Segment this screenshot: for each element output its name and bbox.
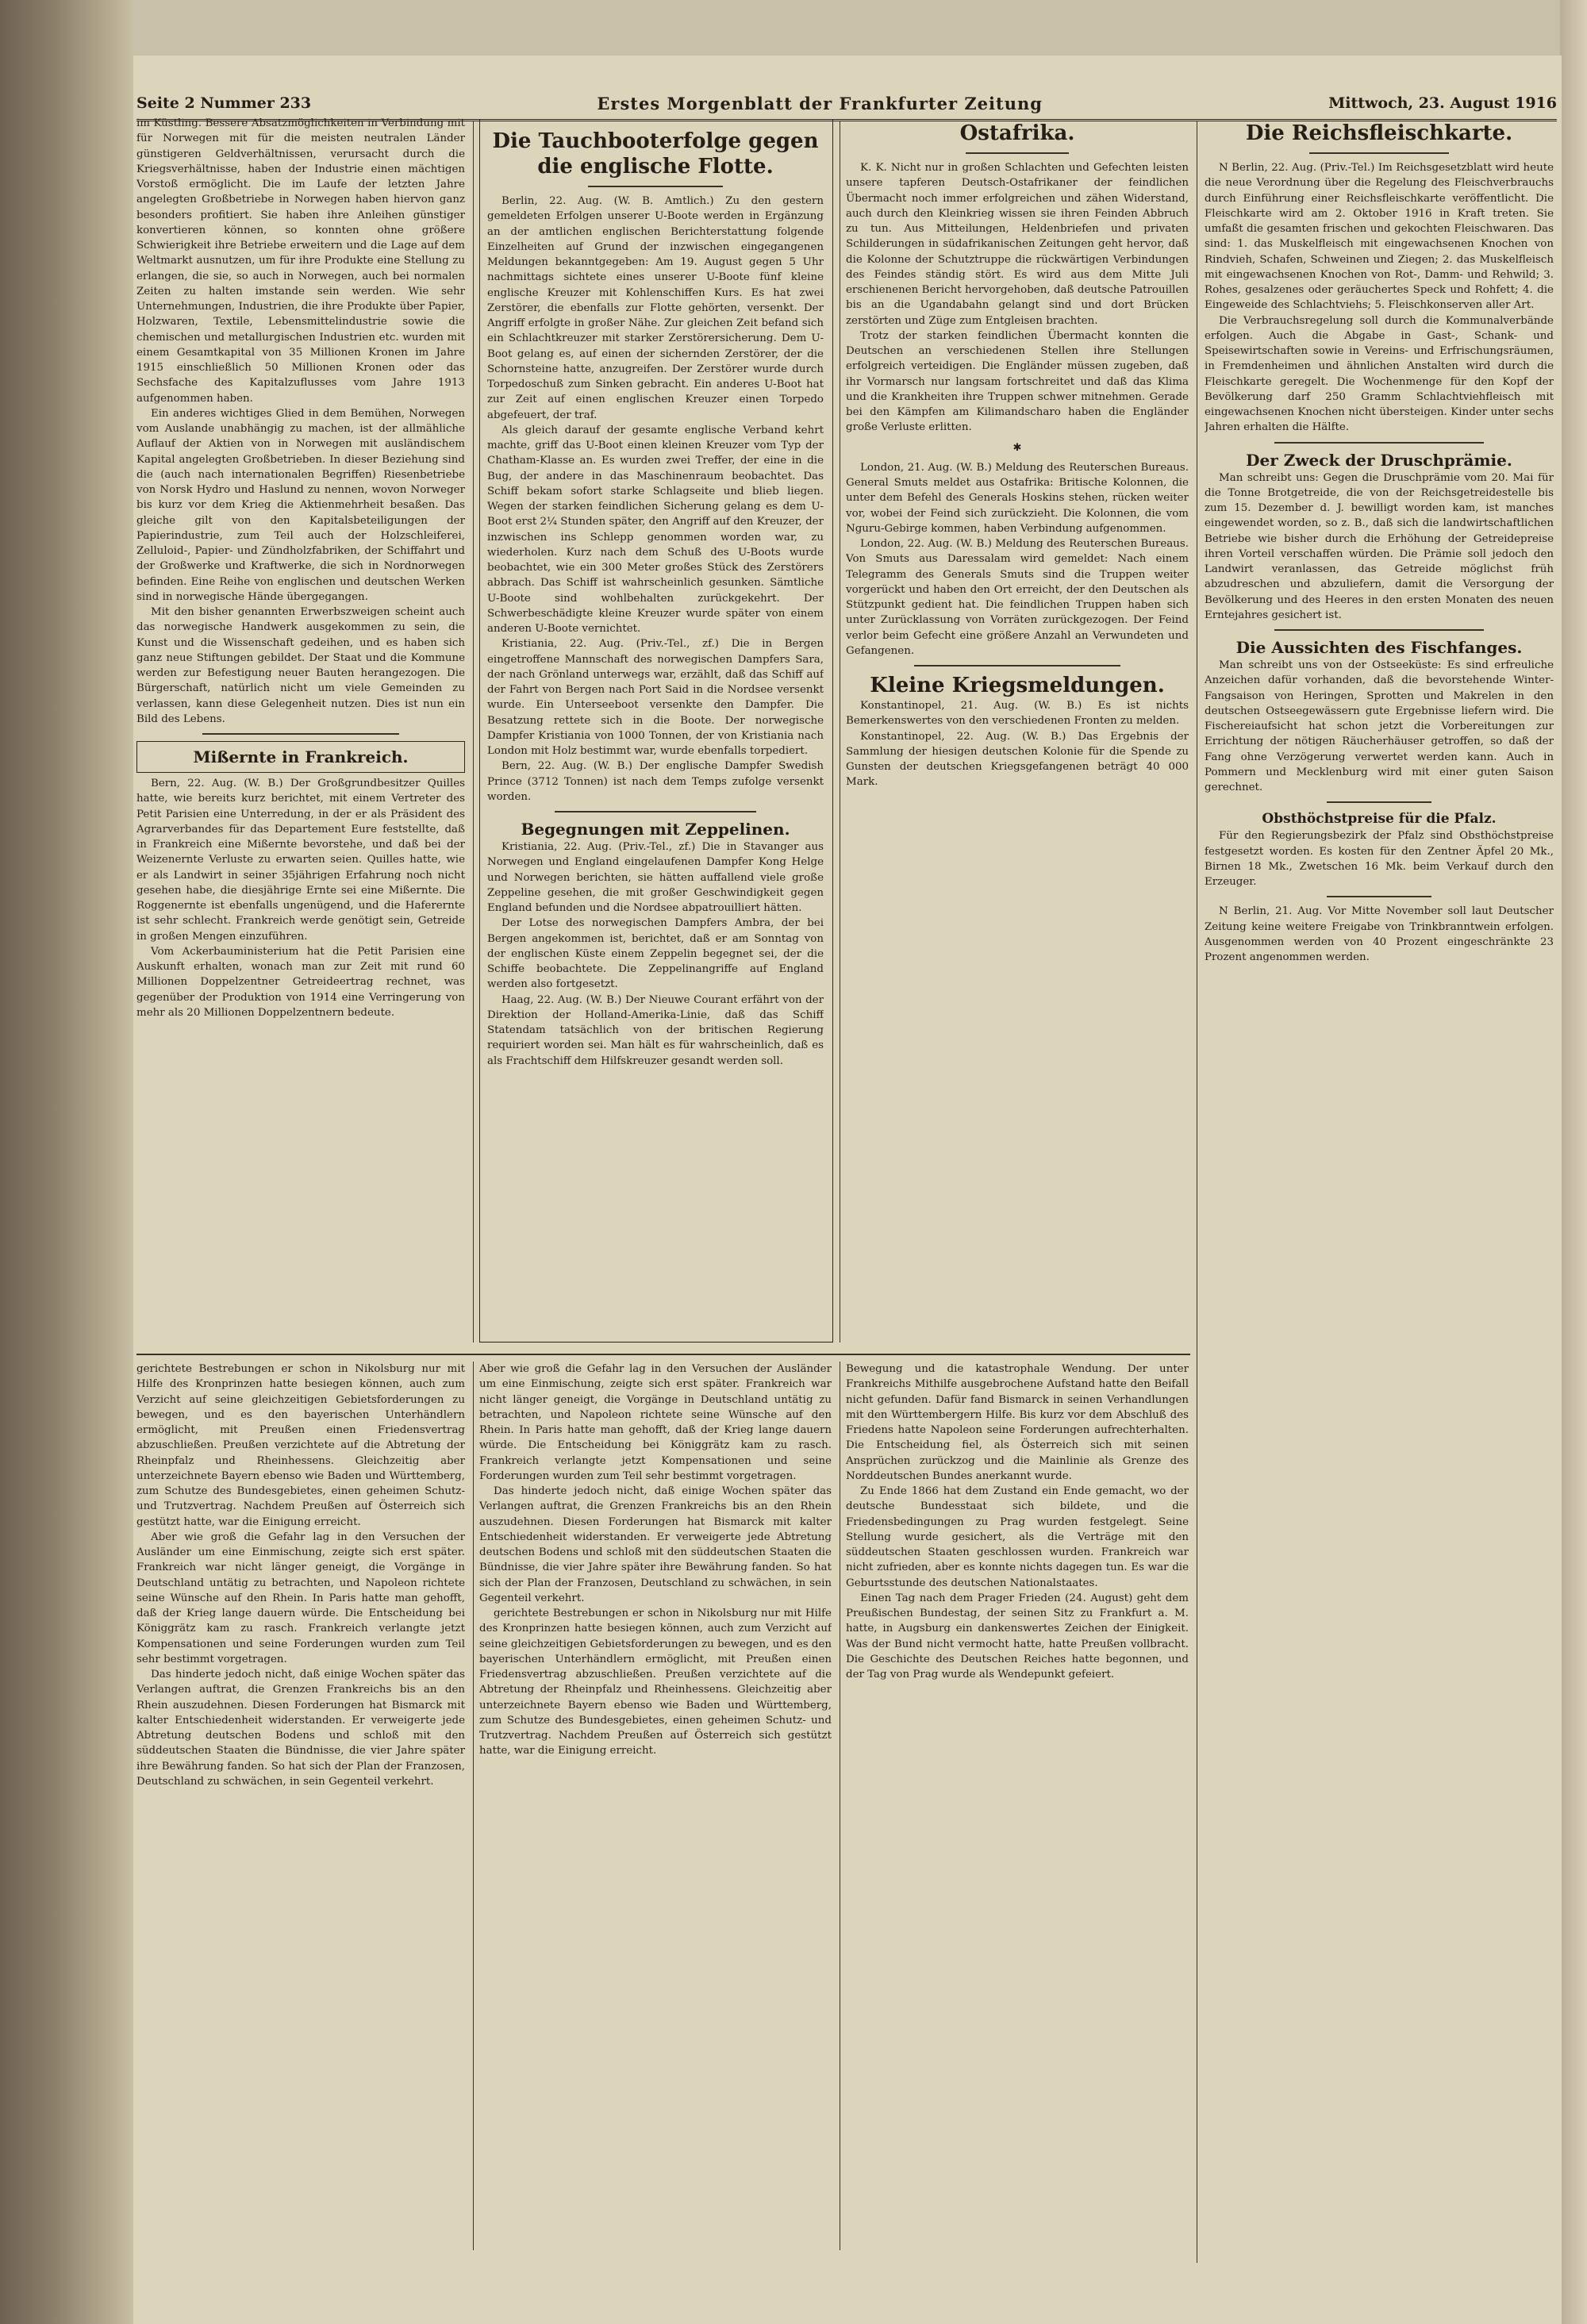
article-text: Bewegung und die katastrophale Wendung. Der unter Frankreichs Mithilfe ausgebrochene Aufstand hatte den Beifall nicht gefunden. Dafür fand Bismarck in seinen Verhandlungen mit den Württembergern Hilfe. Bis kurz vor dem Abschluß des Friedens hatte Napoleon seine Forderungen aufrechterhalten. Die Entscheidung fiel, als Österreich sich mit seinen Ansprüchen zurückzog und die Mainlinie als Grenze des Norddeutschen Bundes anerkannt wurde.: [846, 1363, 1189, 1482]
article-text: N Berlin, 22. Aug. (Priv.-Tel.) Im Reichsgesetzblatt wird heute die neue Verordnung über die Regelung des Fleischverbrauchs durch Einführung einer Reichsfleischkarte veröffentlicht. Die Fleischkarte wird am 2. Oktober 1916 in Kraft treten. Sie umfaßt die gesamten frischen und gekochten Fleischwaren. Das sind: 1. das Muskelfleisch mit eingewachsenen Knochen von Rindvieh, Schafen, Schweinen und Ziegen; 2. das Muskelfleisch mit eingewachsenen Knochen von Rot-, Damm- und Rehwild; 3. Rohes, gesalzenes oder geräuchertes Speck und Rohfett; 4. die Eingeweide des Schlachtviehs; 5. Fleischkonserven aller Art.: [1205, 162, 1554, 312]
headline-zeppelin: Begegnungen mit Zeppelinen.: [521, 820, 790, 839]
column-2: [487, 129, 824, 1335]
headline-kriegsmeldungen: Kleine Kriegsmeldungen.: [870, 674, 1165, 697]
separator: [588, 186, 723, 187]
separator: [555, 811, 756, 812]
separator: [1274, 442, 1484, 444]
separator: [914, 665, 1120, 666]
article-text: N Berlin, 21. Aug. Vor Mitte November soll laut Deutscher Zeitung keine weitere Freigabe von Trinkbranntwein erfolgen. Ausgenommen werden von 40 Prozent eingeschränkte 23 Prozent angenommen werden.: [1205, 905, 1554, 963]
article-text: Man schreibt uns von der Ostseeküste: Es sind erfreuliche Anzeichen dafür vorhanden, daß die bevorstehende Winter-Fangsaison von Heringen, Sprotten und Makrelen in den deutschen Ostseegewässern gute Ergebnisse liefern wird. Die Fischereiaufsicht hat schon jetzt die Vorbereitungen zur Errichtung der nötigen Räucherhäuser getroffen, so daß der Fang ohne Verzögerung verwertet werden kann. Auch in Pommern und Mecklenburg wird mit einer guten Saison gerechnet.: [1205, 659, 1554, 793]
adjacent-page-edge: [1560, 0, 1587, 2324]
header-date: Mittwoch, 23. August 1916: [1328, 94, 1557, 112]
article-text: Für den Regierungsbezirk der Pfalz sind Obsthöchstpreise festgesetzt worden. Es kosten für den Zentner Äpfel 20 Mk., Birnen 18 Mk., Zwetschen 16 Mk. beim Verkauf durch den Erzeuger.: [1205, 830, 1554, 888]
article-text: Vom Ackerbauministerium hat die Petit Parisien eine Auskunft erhalten, wonach man zur Zeit mit rund 60 Millionen Doppelzentner Getreideertrag rechnet, was gegenüber der Produktion von 1914 eine Verringerung von mehr als 20 Millionen Doppelzentnern bedeute.: [136, 945, 465, 1019]
column-3-lower: [846, 1362, 1189, 2254]
article-text: Konstantinopel, 22. Aug. (W. B.) Das Ergebnis der Sammlung der hiesigen deutschen Kolonie für die Spende zu Gunsten der deutschen Kriegsgefangenen beträgt 40 000 Mark.: [846, 730, 1189, 789]
article-text: Kristiania, 22. Aug. (Priv.-Tel., zf.) Die in Stavanger aus Norwegen und England eingelaufenen Dampfer Kong Helge und Norwegen berichten, sie hätten auffallend viele große Zeppeline gesehen, die mit großer Geschwindigkeit gegen England befunden und die Nordsee abpatrouilliert hätten.: [487, 841, 824, 914]
article-text: im Küstling. Bessere Absatzmöglichkeiten in Verbindung mit für Norwegen mit für die meisten neutralen Länder günstigeren Geldverhältnissen, verursacht durch die Kriegsverhältnisse, haben der Industrie einen mächtigen Vorstoß ermöglicht. Die im Laufe der letzten Jahre angelegten Großbetriebe in Norwegen haben hiervon ganz besonders profitiert. Sie haben ihre Anleihen günstiger konvertieren können, so konnten ohne größere Schwierigkeit ihre Betriebe erweitern und die Lage auf dem Weltmarkt ausnutzen, um für ihre Produkte eine Stellung zu erlangen, die sie, so auch in Norwegen, auch bei normalen Zeiten zu halten imstande sein werden. Wie sehr Unternehmungen, Industrien, die ihre Produkte über Papier, Holzwaren, Textile, Lebensmittelindustrie sowie die chemischen und metallurgischen Industrien etc. wurden mit einem Gesamtkapital von 35 Millionen Kronen im Jahre 1915 einschließlich 50 Millionen Kronen oder das Sechsfache des Kapitalzuflusses vom Jahre 1913 aufgenommen haben.: [136, 117, 465, 405]
article-text: Ein anderes wichtiges Glied in dem Bemühen, Norwegen vom Auslande unabhängig zu machen, ist der allmähliche Auflauf der Aktien von in Norwegen mit ausländischem Kapital angelegten Großbetrieben. In dieser Beziehung sind die (auch nach internationalen Begriffen) Riesenbetriebe von Norsk Hydro und Haslund zu nennen, wovon Norweger bis kurz vor dem Krieg die Aktienmehrheit besaßen. Das gleiche gilt von den Kapitalsbeteiligungen der Papierindustrie, zum Teil auch der Holzschleiferei, Zelluloid-, Papier- und Zündholzfabriken, der Schiffahrt und der Großwerke und Kraftwerke, die sich in Nordnorwegen befinden. Eine Reihe von englischen und deutschen Werken sind in norwegische Hände übergegangen.: [136, 407, 465, 603]
separator: [202, 733, 399, 735]
column-1-lower: [136, 1362, 465, 2254]
column-2-lower: [479, 1362, 832, 2254]
article-text: Die Verbrauchsregelung soll durch die Kommunalverbände erfolgen. Auch die Abgabe in Gast-, Schank- und Speisewirtschaften sowie in Vereins- und Erfrischungsräumen, in Fremdenheimen und ähnlichen Anstalten wird durch die Fleischkarte geregelt. Die Wochenmenge für den Kopf der Bevölkerung darf 250 Gramm Schlachtviehfleisch mit eingewachsenen Knochen nicht übersteigen. Kinder unter sechs Jahren erhalten die Hälfte.: [1205, 314, 1554, 434]
article-text: London, 22. Aug. (W. B.) Meldung des Reuterschen Bureaus. Von Smuts aus Daressalam wird gemeldet: Nach einem Telegramm des Generals Smuts sind die Truppen weiter vorgerückt und haben den Ort erreicht, der den Deutschen als Stützpunkt gedient hat. Die feindlichen Truppen haben sich unter Zurücklassung von Vorräten zurückgezogen. Der Feind verlor beim Gefecht eine größere Anzahl an Verwundeten und Gefangenen.: [846, 538, 1189, 657]
separator: [1327, 801, 1431, 803]
article-text: gerichtete Bestrebungen er schon in Nikolsburg nur mit Hilfe des Kronprinzen hatte besiegen können, auch zum Verzicht auf seine gleichzeitigen Gebietsforderungen zu bewegen, und es den bayerischen Unterhändlern ermöglicht, mit Preußen einen Friedensvertrag abzuschließen. Preußen verzichtete auf die Abtretung der Rheinpfalz und Rheinhessens. Gleichzeitig aber unterzeichnete Bayern ebenso wie Baden und Württemberg, zum Schutze des Bundesgebietes, einen geheimen Schutz- und Trutzvertrag. Nachdem Preußen auf Österreich sich gestützt hatte, war die Einigung erreicht.: [479, 1608, 832, 1757]
separator: [1327, 896, 1431, 897]
article-text: Bern, 22. Aug. (W. B.) Der englische Dampfer Swedish Prince (3712 Tonnen) ist nach dem Temps zufolge versenkt worden.: [487, 760, 824, 803]
header-masthead: Erstes Morgenblatt der Frankfurter Zeitung: [597, 93, 1043, 113]
section-headline: Mißernte in Frankreich.: [193, 747, 409, 766]
column-1-upper: [136, 116, 465, 1354]
article-text: Man schreibt uns: Gegen die Druschprämie vom 20. Mai für die Tonne Brotgetreide, die von der Reichsgetreidestelle bis zum 15. Dezember d. J. bewilligt worden kam, ist manches eingewendet worden, so z. B., daß sich die landwirtschaftlichen Betriebe wie bisher durch die Erhöhung der Getreidepreise ihren Vorteil verschaffen würden. Die Prämie soll jedoch den Landwirt veranlassen, das Getreide möglichst früh abzudreschen und abzuliefern, damit die Versorgung der Bevölkerung und des Heeres in den ersten Monaten des neuen Erntejahres gesichert ist.: [1205, 471, 1554, 621]
separator: [1309, 152, 1449, 154]
headline-reichsfleischkarte: Die Reichsfleischkarte.: [1245, 121, 1513, 145]
article-text: Konstantinopel, 21. Aug. (W. B.) Es ist nichts Bemerkenswertes von den verschiedenen Fronten zu melden.: [846, 700, 1189, 728]
article-text: Aber wie groß die Gefahr lag in den Versuchen der Ausländer um eine Einmischung, zeigte sich erst später. Frankreich war nicht länger geneigt, die Vorgänge in Deutschland untätig zu betrachten, und Napoleon richtete seine Wünsche auf den Rhein. In Paris hatte man gehofft, daß der Krieg lange dauern würde. Die Entscheidung bei Königgrätz kam zu rasch. Frankreich verlangte jetzt Kompensationen und seine Forderungen wurden zum Teil sehr bestimmt vorgetragen.: [136, 1531, 465, 1665]
headline-obsthoechstpreise: Obsthöchstpreise für die Pfalz.: [1262, 811, 1497, 828]
article-text: Einen Tag nach dem Prager Frieden (24. August) geht dem Preußischen Bundestag, der seinen Sitz zu Frankfurt a. M. hatte, in Augsburg ein dankenswertes Zeichen der Einigkeit. Was der Bund nicht vermocht hatte, hatte Preußen vollbracht. Die Geschichte des Deutschen Reiches hatte begonnen, und der Tag von Prag wurde als Wendepunkt gefeiert.: [846, 1592, 1189, 1681]
article-text: Der Lotse des norwegischen Dampfers Ambra, der bei Bergen angekommen ist, berichtet, daß er am Sonntag von der englischen Küste einem Zeppelin begegnet sei, der die Schiffe beobachtete. Die Zeppelinangriffe auf England werden also fortgesetzt.: [487, 917, 824, 991]
horizontal-divider: [136, 1354, 1190, 1355]
separator: [966, 152, 1069, 154]
newspaper-page: [133, 56, 1562, 2324]
article-text: Aber wie groß die Gefahr lag in den Versuchen der Ausländer um eine Einmischung, zeigte sich erst später. Frankreich war nicht länger geneigt, die Vorgänge in Deutschland untätig zu betrachten, und Napoleon richtete seine Wünsche auf den Rhein. In Paris hatte man gehofft, daß der Krieg lange dauern würde. Die Entscheidung bei Königgrätz kam zu rasch. Frankreich verlangte jetzt Kompensationen und seine Forderungen wurden zum Teil sehr bestimmt vorgetragen.: [479, 1363, 832, 1482]
article-text: Bern, 22. Aug. (W. B.) Der Großgrundbesitzer Quilles hatte, wie bereits kurz berichtet, mit einem Vertreter des Petit Parisien eine Unterredung, in der er als Präsident des Agrarverbandes für das Departement Eure feststellte, daß in Frankreich eine Mißernte bevorstehe, und daß bei der Weizenernte Verluste zu erwarten seien. Quilles hatte, wie er als Landwirt in seiner 35jährigen Erfahrung noch nicht gesehen habe, die diesjährige Ernte sei eine Mißernte. Die Roggenernte ist ebenfalls ungenügend, und die Haferernte ist sehr schlecht. Frankreich werde genötigt sein, Getreide in großen Mengen einzuführen.: [136, 778, 465, 943]
headline-druschpraemie: Der Zweck der Druschprämie.: [1246, 450, 1512, 470]
column-rule: [473, 1362, 474, 2250]
article-text: Trotz der starken feindlichen Übermacht konnten die Deutschen an verschiedenen Stellen ihre Stellungen erfolgreich verteidigen. Die Engländer müssen zugeben, daß ihr Vormarsch nur langsam fortschreitet und daß das Klima und die Krankheiten ihre Truppen schwer mitnehmen. Gerade bei den Kämpfen am Kilimandscharo haben die Engländer große Verluste erlitten.: [846, 329, 1189, 434]
header-page-number: Seite 2 Nummer 233: [136, 94, 312, 112]
separator: [1274, 629, 1484, 631]
article-text: Mit den bisher genannten Erwerbszweigen scheint auch das norwegische Handwerk ausgekommen zu sein, die Kunst und die Wissenschaft gedeihen, und es haben sich ganz neue Stiftungen gebildet. Der Staat und die Kommune werden zur Befestigung neuer Bauten herangezogen. Die Bürgerschaft, natürlich nicht um viele Gemeinden zu verlassen, kann diese Gelegenheit nutzen. Dies ist nun ein Bild des Lebens.: [136, 606, 465, 725]
article-text: Kristiania, 22. Aug. (Priv.-Tel., zf.) Die in Bergen eingetroffene Mannschaft des norwegischen Dampfers Sara, der nach Grönland unterwegs war, erzählt, daß das Schiff auf der Fahrt von Bergen nach Port Said in die Nordsee versenkt wurde. Ein Unterseeboot versenkte den Dampfer. Die Besatzung rettete sich in die Boote. Der norwegische Dampfer Kristiania von 1000 Tonnen, der von Kristiania nach London mit Holz bestimmt war, wurde ebenfalls torpediert.: [487, 638, 824, 757]
separator-star: ✱: [1013, 441, 1022, 454]
column-4: [1205, 121, 1554, 2263]
article-text: London, 21. Aug. (W. B.) Meldung des Reuterschen Bureaus. General Smuts meldet aus Ostafrika: Britische Kolonnen, die unter dem Befehl des Generals Hoskins stehen, rücken weiter vor, wobei der Feind sich zurückzieht. Die Kolonnen, die vom Nguru-Gebirge kommen, haben Verbindung aufgenommen.: [846, 461, 1189, 535]
article-text: K. K. Nicht nur in großen Schlachten und Gefechten leisten unsere tapferen Deutsch-Ostafrikaner der feindlichen Übermacht noch immer erfolgreichen und zähen Widerstand, auch durch den Kleinkrieg wissen sie ihren Feinden Abbruch zu tun. Aus Mitteilungen, Heldenbriefen und privaten Schilderungen in südafrikanischen Zeitungen geht hervor, daß die Kolonne der Schutztruppe die rückwärtigen Verbindungen des Feindes ständig stört. Es wird aus dem Mitte Juli erschienenen Bericht hervorgehoben, daß deutsche Patrouillen bis an die Ugandabahn gelangt sind und dort Brücken zerstörten und Züge zum Entgleisen brachten.: [846, 162, 1189, 327]
article-text: Haag, 22. Aug. (W. B.) Der Nieuwe Courant erfährt von der Direktion der Holland-Amerika-Linie, daß das Schiff Statendam tatsächlich von der britischen Regierung requiriert worden sei. Man hält es für wahrscheinlich, daß es als Frachtschiff dem Hilfskreuzer gesandt werden soll.: [487, 993, 824, 1067]
article-text: Als gleich darauf der gesamte englische Verband kehrt machte, griff das U-Boot einen kleinen Kreuzer vom Typ der Chatham-Klasse an. Es wurden zwei Treffer, der eine in die Bug, der andere in das Maschinenraum beobachtet. Das Schiff bekam sofort starke Schlagseite und blieb liegen. Wegen der starken feindlichen Sicherung gelang es dem U-Boot erst 2¼ Stunden später, den Angriff auf den Kreuzer, der inzwischen ins Schlepp genommen worden war, zu wiederholen. Kurz nach dem Schuß des U-Boots wurde beobachtet, wie ein 300 Meter großes Stück des Zerstörers abbrach. Das Schiff ist wahrscheinlich gesunken. Sämtliche U-Boote sind wohlbehalten zurückgekehrt. Der Schwerbeschädigte kleine Kreuzer wurde später von einem anderen U-Boote vernichtet.: [487, 424, 824, 635]
headline-tauchboot: Die Tauchbooterfolge gegen die englische Flotte.: [492, 129, 819, 179]
article-text: Berlin, 22. Aug. (W. B. Amtlich.) Zu den gestern gemeldeten Erfolgen unserer U-Boote werden in Ergänzung an der amtlichen englischen Berichterstattung folgende Einzelheiten auf Grund der inzwischen eingegangenen Meldungen bekanntgegeben: Am 19. August gegen 5 Uhr nachmittags sichtete eines unserer U-Boote fünf kleine englische Kreuzer mit Kohlenschiffen Kurs. Es hat zwei Zerstörer, die ebenfalls zur Flotte gehörten, versenkt. Der Angriff erfolgte in großer Nähe. Zur gleichen Zeit befand sich ein Schlachtkreuzer mit starker Zerstörersicherung. Dem U-Boot gelang es, auf einen der sichernden Zerstörer, der die Schornsteine hatte, anzugreifen. Der Zerstörer wurde durch Torpedoschuß zum Sinken gebracht. Ein anderes U-Boot hat zur Zeit auf einen englischen Kreuzer einen Torpedo abgefeuert, der traf.: [487, 195, 824, 421]
article-text: Das hinderte jedoch nicht, daß einige Wochen später das Verlangen auftrat, die Grenzen Frankreichs bis an den Rhein auszudehnen. Diesen Forderungen hat Bismarck mit kalter Entschiedenheit widerstanden. Er verweigerte jede Abtretung deutschen Bodens und schloß mit den süddeutschen Staaten die Bündnisse, die vier Jahre später ihre Bewährung fanden. So hat sich der Plan der Franzosen, Deutschland zu schwächen, in sein Gegenteil verkehrt.: [136, 1669, 465, 1788]
article-text: Zu Ende 1866 hat dem Zustand ein Ende gemacht, wo der deutsche Bundesstaat sich bildete, und die Friedensbedingungen zu Prag wurden festgelegt. Seine Stellung wurde gesichert, als die Verträge mit den süddeutschen Staaten geschlossen wurden. Frankreich war nicht zufrieden, aber es konnte nichts dagegen tun. Es war die Geburtsstunde des deutschen Nationalstaates.: [846, 1485, 1189, 1589]
column-rule: [473, 121, 474, 1343]
article-text: gerichtete Bestrebungen er schon in Nikolsburg nur mit Hilfe des Kronprinzen hatte besiegen können, auch zum Verzicht auf seine gleichzeitigen Gebietsforderungen zu bewegen, und es den bayerischen Unterhändlern ermöglicht, mit Preußen einen Friedensvertrag abzuschließen. Preußen verzichtete auf die Abtretung der Rheinpfalz und Rheinhessens. Gleichzeitig aber unterzeichnete Bayern ebenso wie Baden und Württemberg, zum Schutze des Bundesgebietes, einen geheimen Schutz- und Trutzvertrag. Nachdem Preußen auf Österreich sich gestützt hatte, war die Einigung erreicht.: [136, 1363, 465, 1528]
headline-ostafrika: Ostafrika.: [959, 121, 1075, 145]
book-binding: [0, 0, 133, 2324]
headline-fischfang: Die Aussichten des Fischfanges.: [1235, 638, 1523, 657]
column-3-upper: [846, 121, 1189, 1346]
article-text: Das hinderte jedoch nicht, daß einige Wochen später das Verlangen auftrat, die Grenzen Frankreichs bis an den Rhein auszudehnen. Diesen Forderungen hat Bismarck mit kalter Entschiedenheit widerstanden. Er verweigerte jede Abtretung deutschen Bodens und schloß mit den süddeutschen Staaten die Bündnisse, die vier Jahre später ihre Bewährung fanden. So hat sich der Plan der Franzosen, Deutschland zu schwächen, in sein Gegenteil verkehrt.: [479, 1485, 832, 1604]
section-box: [136, 741, 465, 773]
